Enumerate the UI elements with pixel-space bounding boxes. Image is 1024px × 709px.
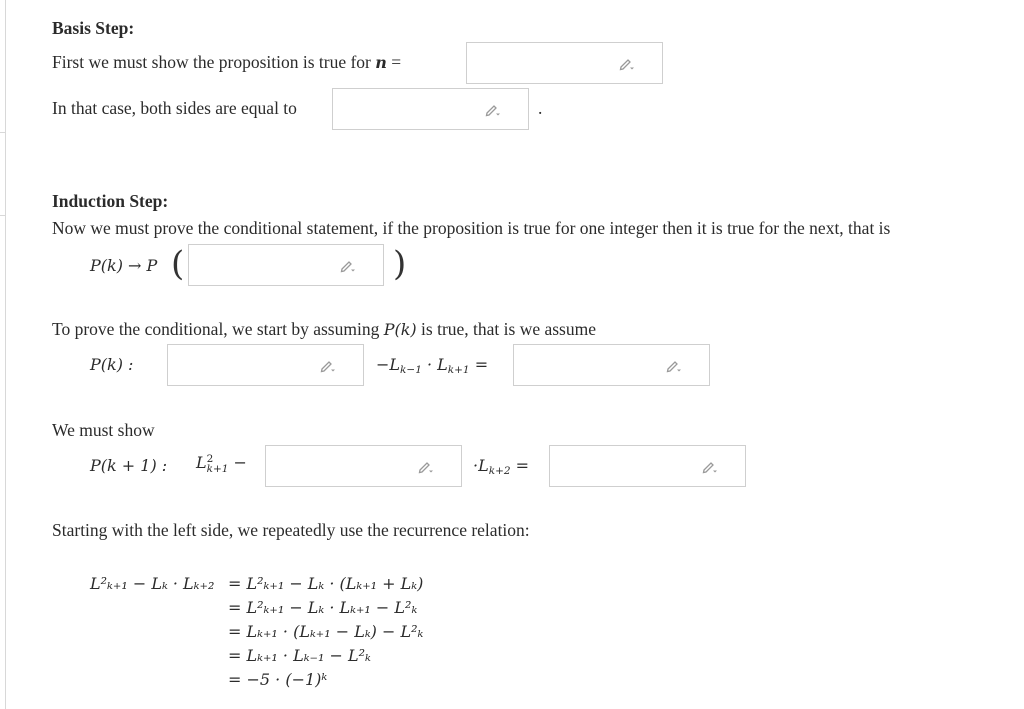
pencil-dropdown-icon[interactable] — [417, 459, 435, 475]
implication-lhs: P(k) → P — [90, 256, 158, 275]
pk1-mid-term: ·L — [473, 456, 489, 475]
pencil-dropdown-icon[interactable] — [618, 56, 636, 72]
pk-dot-term: · L — [421, 355, 448, 374]
close-paren: ) — [393, 244, 407, 284]
pk-sub1: k−1 — [400, 364, 422, 376]
induction-heading: Induction Step: — [52, 191, 169, 211]
pencil-dropdown-icon[interactable] — [484, 102, 502, 118]
pk-mid-term: −L — [376, 355, 401, 374]
pk-label: P(k) : — [90, 355, 134, 374]
basis-line2: In that case, both sides are equal to — [52, 98, 297, 118]
pencil-dropdown-icon[interactable] — [701, 459, 719, 475]
basis-heading: Basis Step: — [52, 18, 135, 38]
pk-right-field[interactable] — [513, 344, 710, 386]
basis-line1 — [52, 52, 401, 73]
derivation-line: = L²ₖ₊₁ − Lₖ · (Lₖ₊₁ + Lₖ) — [228, 574, 424, 593]
derivation-line: = L²ₖ₊₁ − Lₖ · Lₖ₊₁ − L²ₖ — [228, 598, 418, 617]
induction-line1: Now we must prove the conditional statement, if the proposition is true for one integer then it is true for the next, that is — [52, 218, 891, 238]
basis-value-input[interactable] — [339, 89, 473, 129]
must-show-text: We must show — [52, 420, 155, 440]
derivation-lhs: L²ₖ₊₁ − Lₖ · Lₖ₊₂ — [90, 574, 215, 593]
pk-right-input[interactable] — [520, 345, 654, 385]
equals-sign: = — [391, 52, 402, 72]
pencil-dropdown-icon[interactable] — [319, 358, 337, 374]
pk1-left-input[interactable] — [272, 446, 406, 486]
pk1-left-expression — [196, 453, 247, 474]
basis-n-field[interactable] — [466, 42, 663, 84]
pk1-sub2: k+2 — [488, 465, 511, 477]
assume-text-a: To prove the conditional, we start by assuming — [52, 319, 380, 339]
pk1-right-input[interactable] — [556, 446, 690, 486]
pk1-equals: = — [510, 456, 530, 475]
implication-input[interactable] — [195, 245, 329, 285]
pk1-sub: k+1 — [206, 462, 229, 475]
pk-sub2: k+1 — [447, 364, 470, 376]
pk1-sup: 2 — [206, 452, 214, 465]
n-variable: n — [375, 53, 387, 72]
implication-field[interactable] — [188, 244, 384, 286]
derivation-line: = Lₖ₊₁ · Lₖ₋₁ − L²ₖ — [228, 646, 371, 665]
assume-pk: P(k) — [383, 320, 417, 339]
pk1-label: P(k + 1) : — [90, 456, 168, 475]
derivation-line: = Lₖ₊₁ · (Lₖ₊₁ − Lₖ) − L²ₖ — [228, 622, 424, 641]
left-border — [5, 0, 6, 709]
basis-value-field[interactable] — [332, 88, 529, 130]
open-paren: ( — [171, 244, 185, 284]
assume-text-b: is true, that is we assume — [421, 319, 596, 339]
pk1-script-stack — [207, 454, 229, 474]
derivation-line: = −5 · (−1)ᵏ — [228, 670, 328, 689]
pk-middle-expression — [376, 355, 488, 377]
basis-n-input[interactable] — [473, 43, 607, 83]
pk-left-input[interactable] — [174, 345, 308, 385]
assume-line — [52, 319, 596, 340]
border-tick — [0, 132, 5, 133]
border-tick — [0, 215, 5, 216]
pk-equals: = — [469, 355, 489, 374]
pk1-right-field[interactable] — [549, 445, 746, 487]
pencil-dropdown-icon[interactable] — [339, 258, 357, 274]
pk-left-field[interactable] — [167, 344, 364, 386]
basis-line1-text: First we must show the proposition is true for — [52, 52, 371, 72]
pk1-left-field[interactable] — [265, 445, 462, 487]
derivation-intro: Starting with the left side, we repeatedly use the recurrence relation: — [52, 520, 530, 540]
pk1-L: L — [196, 453, 207, 472]
pencil-dropdown-icon[interactable] — [665, 358, 683, 374]
pk1-middle-expression — [473, 456, 529, 478]
basis-period: . — [538, 98, 543, 118]
pk1-minus: − — [228, 453, 247, 472]
